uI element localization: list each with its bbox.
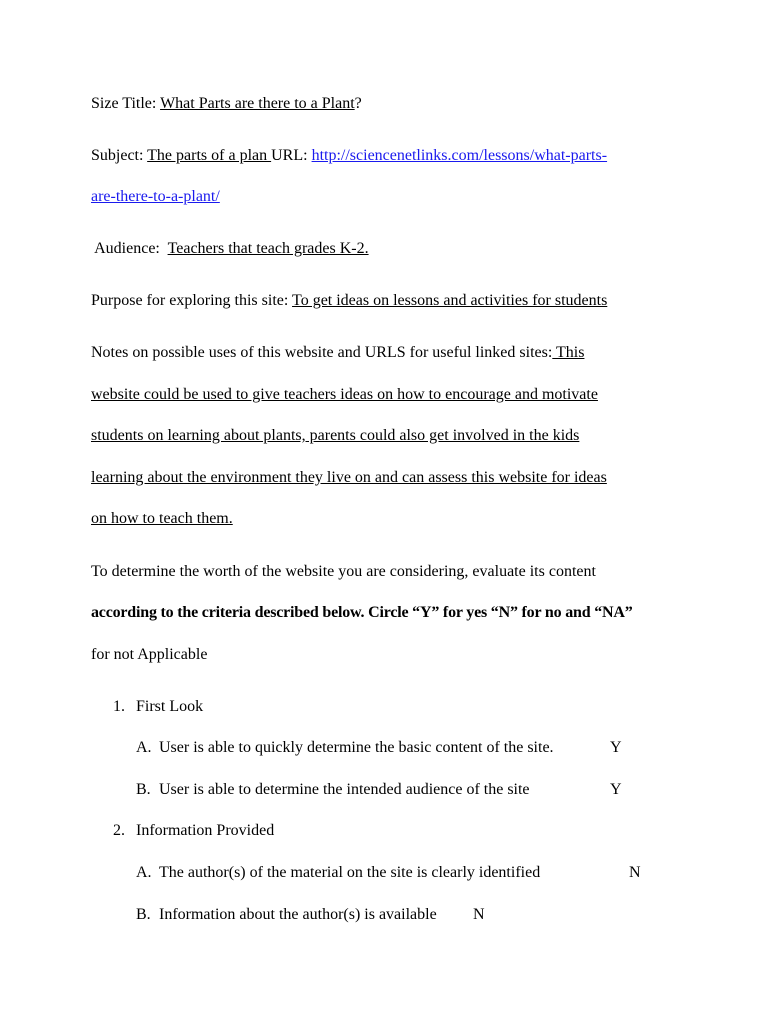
subject-value: The parts of a plan [147, 147, 272, 164]
item-1b-text: User is able to determine the intended audience of the site [159, 781, 530, 798]
section-2-label: Information Provided [136, 822, 275, 839]
title-value: What Parts are there to a Plant [160, 95, 355, 112]
instructions-line-1: To determine the worth of the website you are considering, evaluate its content [91, 563, 596, 580]
item-2b-text: Information about the author(s) is available [159, 906, 437, 923]
purpose-label: Purpose for exploring this site: [91, 292, 293, 309]
item-1b-answer: Y [610, 781, 622, 798]
url-link-part1[interactable]: http://sciencenetlinks.com/lessons/what-parts- [311, 147, 608, 164]
title-line [91, 94, 362, 114]
notes-line-4: learning about the environment they live on and can assess this website for ideas [91, 469, 607, 486]
url-link-part2[interactable]: are-there-to-a-plant/ [91, 188, 220, 205]
notes-line-5: on how to teach them. [91, 510, 233, 527]
item-2b-answer: N [473, 906, 485, 923]
title-label: Size Title: [91, 95, 161, 112]
notes-label: Notes on possible uses of this website and URLS for useful linked sites: [91, 344, 553, 361]
purpose-line [91, 291, 607, 311]
section-1-number: 1. [113, 698, 125, 715]
item-1a-answer: Y [610, 739, 622, 756]
instructions-line-3: for not Applicable [91, 646, 208, 663]
subject-label: Subject: [91, 147, 148, 164]
item-1b-letter: B. [136, 781, 151, 798]
item-2a-answer: N [629, 864, 641, 881]
purpose-value: To get ideas on lessons and activities for students [292, 292, 608, 309]
url-line-2 [91, 187, 220, 207]
url-label: URL: [271, 147, 312, 164]
item-2a-text: The author(s) of the material on the site is clearly identified [159, 864, 541, 881]
item-1a-letter: A. [136, 739, 152, 756]
notes-line-2: website could be used to give teachers ideas on how to encourage and motivate [91, 386, 598, 403]
section-1-label: First Look [136, 698, 204, 715]
audience-label: Audience: [91, 240, 168, 257]
notes-line-3: students on learning about plants, parents could also get involved in the kids [91, 427, 580, 444]
audience-line [91, 239, 369, 259]
audience-value: Teachers that teach grades K-2. [167, 240, 369, 257]
item-1a-text: User is able to quickly determine the basic content of the site. [159, 739, 554, 756]
item-2a-letter: A. [136, 864, 152, 881]
title-end: ? [354, 95, 362, 112]
notes-line-1 [91, 343, 584, 363]
notes-text-1: This [552, 344, 585, 361]
subject-line [91, 146, 607, 166]
instructions-line-2: according to the criteria described below. Circle “Y” for yes “N” for no and “NA” [91, 604, 633, 621]
item-2b-letter: B. [136, 906, 151, 923]
section-2-number: 2. [113, 822, 125, 839]
